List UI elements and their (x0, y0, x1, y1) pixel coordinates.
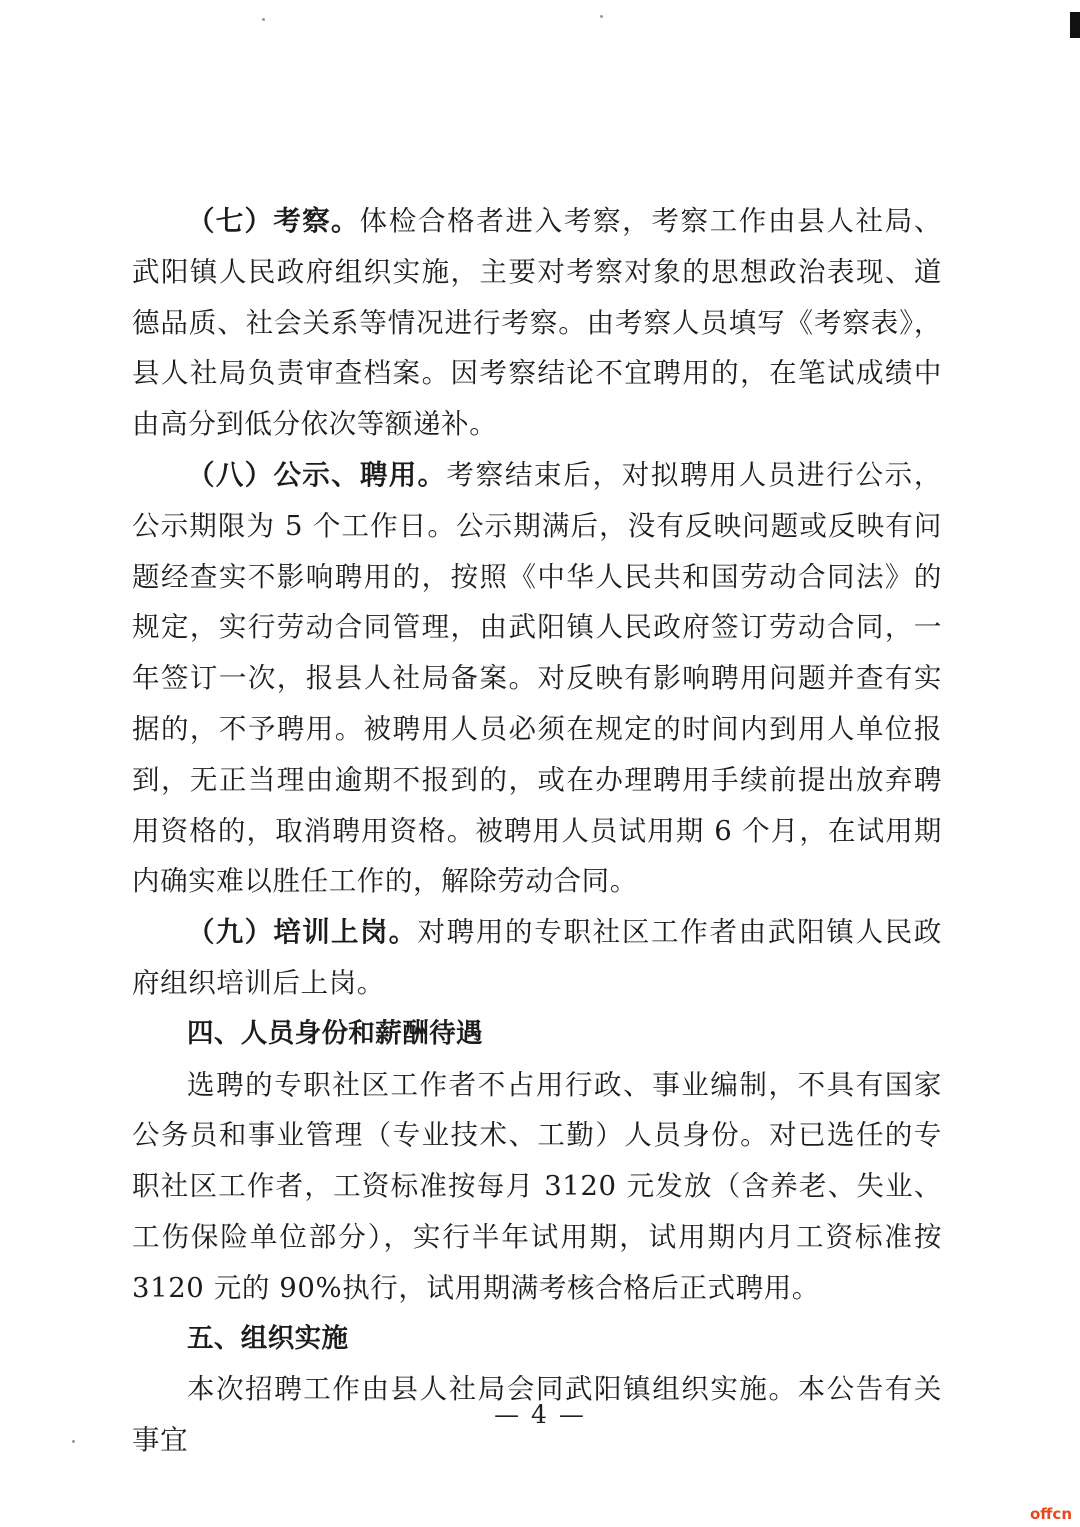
offcn-watermark: offcn (1029, 1505, 1072, 1523)
section-7-text: 体检合格者进入考察，考察工作由县人社局、武阳镇人民政府组织实施，主要对考察对象的思想政治表现、道德品质、社会关系等情况进行考察。由考察人员填写《考察表》，县人社局负责审查档案。因考察结论不宜聘用的，在笔试成绩中由高分到低分依次等额递补。 (132, 205, 943, 441)
paragraph-identity-and-pay: 选聘的专职社区工作者不占用行政、事业编制，不具有国家公务员和事业管理（专业技术、工勤）人员身份。对已选任的专职社区工作者，工资标准按每月 3120 元发放（含养老、失业、工伤保险单位部分），实行半年试用期，试用期内月工资标准按 3120 元的 90%执行，试用期满考核合格后正式聘用。 (132, 1068, 942, 1304)
scan-edge-mark (1070, 12, 1080, 38)
section-7-lead: （七）考察。 (187, 205, 360, 237)
scan-speck (262, 18, 265, 21)
paragraph-section-8 (132, 450, 942, 907)
paragraph-section-9 (132, 907, 942, 1009)
paragraph-organization: 本次招聘工作由县人社局会同武阳镇组织实施。本公告有关事宜 (132, 1373, 942, 1457)
section-9-text: 对聘用的专职社区工作者由武阳镇人民政府组织培训后上岗。 (132, 916, 942, 999)
document-body (132, 196, 942, 1466)
scan-speck (72, 1440, 75, 1443)
scan-speck (600, 15, 603, 18)
paragraph-section-7 (132, 196, 942, 450)
section-8-lead: （八）公示、聘用。 (187, 458, 447, 491)
page-number: — 4 — (494, 1400, 586, 1429)
section-8-text: 考察结束后，对拟聘用人员进行公示，公示期限为 5 个工作日。公示期满后，没有反映问题或反映有问题经查实不影响聘用的，按照《中华人民共和国劳动合同法》的规定，实行劳动合同管理，由武阳镇人民政府签订劳动合同，一年签订一次，报县人社局备案。对反映有影响聘用问题并查有实据的，不予聘用。被聘用人员必须在规定的时间内到用人单位报到，无正当理由逾期不报到的，或在办理聘用手续前提出放弃聘用资格的，取消聘用资格。被聘用人员试用期 6 个月，在试用期内确实难以胜任工作的，解除劳动合同。 (132, 458, 942, 898)
heading-organization: 五、组织实施 (187, 1322, 349, 1354)
section-9-lead: （九）培训上岗。 (187, 916, 418, 949)
heading-identity-and-pay: 四、人员身份和薪酬待遇 (187, 1017, 483, 1049)
